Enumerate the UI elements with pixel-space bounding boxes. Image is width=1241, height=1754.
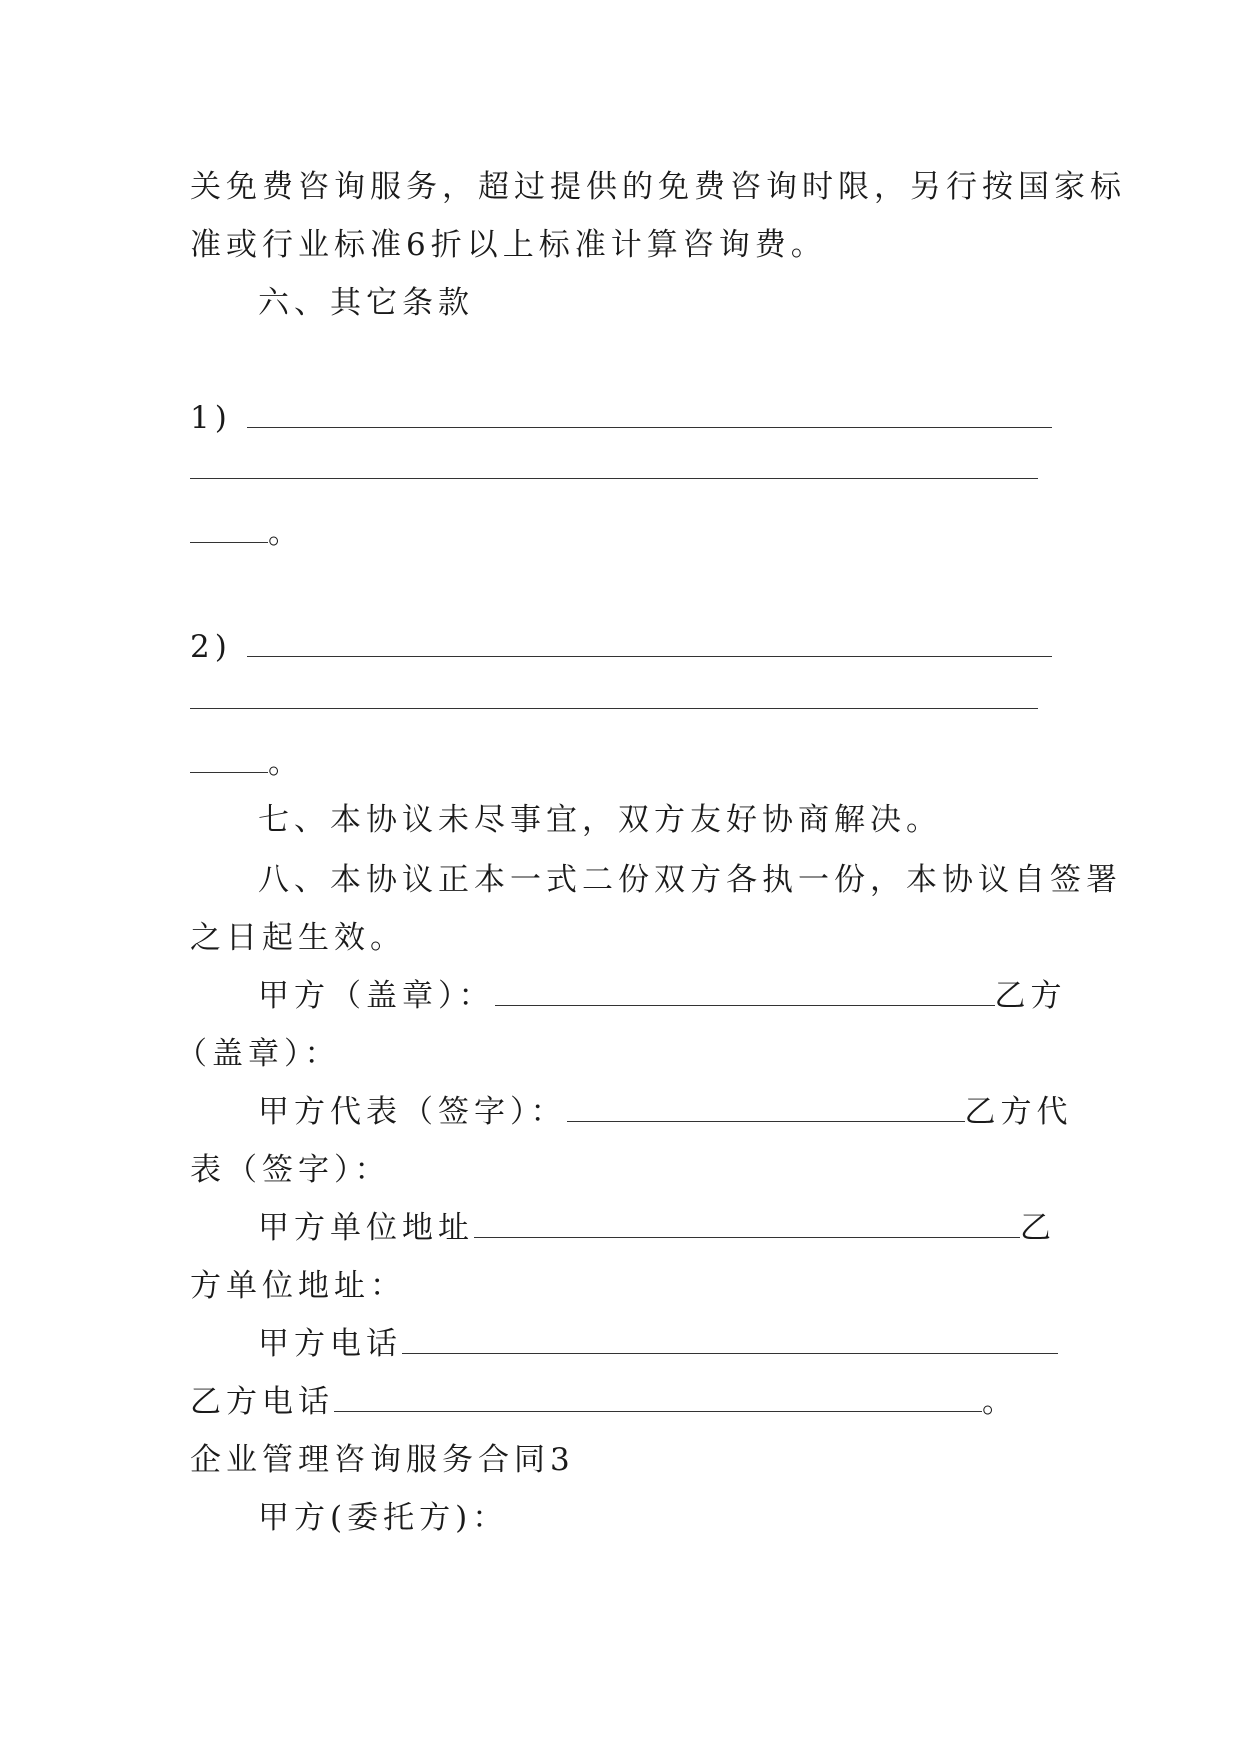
item-2-label: 2) xyxy=(190,629,232,665)
paragraph-line: 关免费咨询服务，超过提供的免费咨询时限，另行按国家标 xyxy=(190,169,1126,205)
paragraph-line: （盖章）： xyxy=(176,1036,341,1072)
blank-line xyxy=(567,1095,965,1122)
period: 。 xyxy=(982,1384,1018,1420)
signature-rep-row xyxy=(258,1092,1073,1132)
paragraph-line: 表（签字）： xyxy=(190,1152,391,1188)
paragraph-line: 方单位地址： xyxy=(190,1268,406,1304)
party-b-rep-label: 乙方代 xyxy=(964,1094,1073,1130)
item-1-end xyxy=(190,513,1060,553)
item-1 xyxy=(190,398,1060,438)
blank-line xyxy=(402,1327,1058,1354)
blank-line xyxy=(190,708,1038,709)
party-a-address-label: 甲方单位地址 xyxy=(258,1210,474,1246)
phone-row-b xyxy=(190,1382,1060,1422)
paragraph-line: 之日起生效。 xyxy=(190,920,406,956)
blank-line xyxy=(247,630,1052,657)
signature-stamp-row xyxy=(258,976,1067,1016)
contract-title: 企业管理咨询服务合同3 xyxy=(190,1442,575,1478)
blank-line xyxy=(247,401,1052,428)
blank-line xyxy=(190,516,268,543)
party-a-rep-label: 甲方代表（签字）： xyxy=(258,1094,567,1130)
blank-line xyxy=(334,1385,982,1412)
section-heading: 六、其它条款 xyxy=(258,285,474,321)
party-a-label: 甲方(委托方)： xyxy=(258,1500,509,1536)
paragraph-line: 八、本协议正本一式二份双方各执一份，本协议自签署 xyxy=(258,862,1122,898)
blank-line xyxy=(495,979,995,1006)
item-2 xyxy=(190,627,1060,667)
party-b-phone-label: 乙方电话 xyxy=(190,1384,334,1420)
period: 。 xyxy=(268,745,304,781)
section-heading: 七、本协议未尽事宜，双方友好协商解决。 xyxy=(258,802,942,838)
party-b-address-label: 乙 xyxy=(1020,1210,1056,1246)
blank-line xyxy=(190,746,268,773)
blank-line xyxy=(190,478,1038,479)
blank-line xyxy=(474,1211,1020,1238)
phone-row-a xyxy=(258,1324,1058,1364)
party-a-stamp-label: 甲方（盖章）： xyxy=(258,978,495,1014)
item-1-label: 1) xyxy=(190,400,232,436)
period: 。 xyxy=(268,515,304,551)
party-b-stamp-label: 乙方 xyxy=(994,978,1067,1014)
address-row xyxy=(258,1208,1058,1248)
item-2-end xyxy=(190,743,1060,783)
paragraph-line: 准或行业标准6折以上标准计算咨询费。 xyxy=(190,227,827,263)
party-a-phone-label: 甲方电话 xyxy=(258,1326,402,1362)
